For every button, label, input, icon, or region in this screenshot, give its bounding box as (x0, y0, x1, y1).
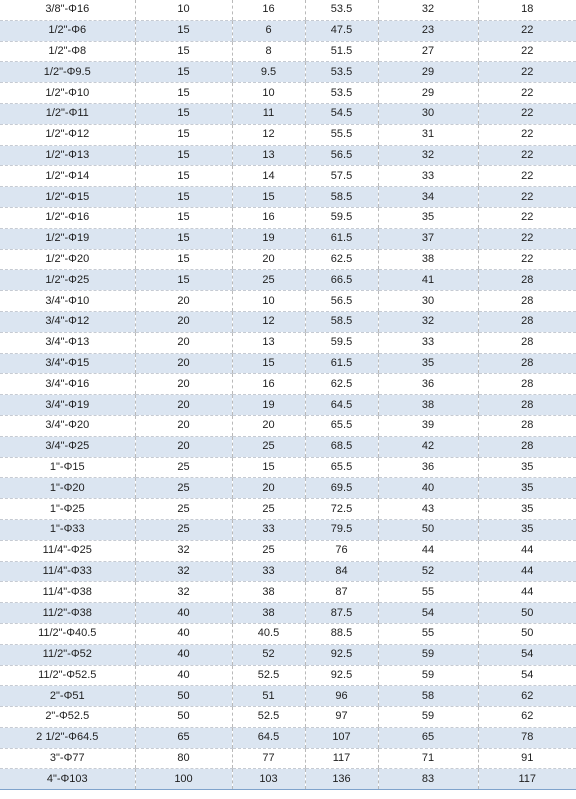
size-cell: 1/2"-Φ6 (0, 20, 135, 41)
size-cell: 1/2"-Φ25 (0, 270, 135, 291)
size-cell: 1/2"-Φ15 (0, 187, 135, 208)
table-row (0, 291, 576, 312)
table-row (0, 124, 576, 145)
table-row (0, 270, 576, 291)
size-cell: 11/2"-Φ52 (0, 644, 135, 665)
size-cell: 1/2"-Φ11 (0, 103, 135, 124)
dim-a-cell: 36 (378, 457, 478, 478)
table-row (0, 311, 576, 332)
length-cell: 107 (305, 727, 378, 748)
dim-b-cell: 91 (478, 748, 576, 769)
dim-b-cell: 44 (478, 582, 576, 603)
size-cell: 1/2"-Φ13 (0, 145, 135, 166)
dim-a-cell: 32 (378, 311, 478, 332)
dn-cell: 10 (135, 0, 232, 20)
length-cell: 51.5 (305, 41, 378, 62)
dim-b-cell: 28 (478, 436, 576, 457)
size-cell: 11/2"-Φ38 (0, 603, 135, 624)
phi-cell: 13 (232, 332, 305, 353)
dim-b-cell: 62 (478, 707, 576, 728)
dim-a-cell: 59 (378, 707, 478, 728)
phi-cell: 103 (232, 769, 305, 790)
phi-cell: 52.5 (232, 665, 305, 686)
dn-cell: 15 (135, 270, 232, 291)
dn-cell: 15 (135, 62, 232, 83)
length-cell: 53.5 (305, 62, 378, 83)
dim-b-cell: 50 (478, 603, 576, 624)
dim-a-cell: 39 (378, 415, 478, 436)
dim-a-cell: 36 (378, 374, 478, 395)
length-cell: 79.5 (305, 519, 378, 540)
phi-cell: 38 (232, 582, 305, 603)
dim-a-cell: 38 (378, 395, 478, 416)
dn-cell: 20 (135, 374, 232, 395)
length-cell: 69.5 (305, 478, 378, 499)
dim-b-cell: 22 (478, 62, 576, 83)
dim-b-cell: 28 (478, 374, 576, 395)
size-cell: 1/2"-Φ10 (0, 83, 135, 104)
dim-b-cell: 35 (478, 478, 576, 499)
dn-cell: 40 (135, 623, 232, 644)
dim-b-cell: 22 (478, 187, 576, 208)
table-row (0, 540, 576, 561)
dim-b-cell: 22 (478, 103, 576, 124)
table-row (0, 166, 576, 187)
phi-cell: 15 (232, 353, 305, 374)
table-row (0, 499, 576, 520)
dn-cell: 15 (135, 103, 232, 124)
length-cell: 59.5 (305, 332, 378, 353)
dn-cell: 40 (135, 644, 232, 665)
size-cell: 1"-Φ20 (0, 478, 135, 499)
phi-cell: 12 (232, 311, 305, 332)
dn-cell: 20 (135, 415, 232, 436)
dn-cell: 15 (135, 145, 232, 166)
length-cell: 88.5 (305, 623, 378, 644)
size-cell: 3/4"-Φ10 (0, 291, 135, 312)
length-cell: 54.5 (305, 103, 378, 124)
length-cell: 55.5 (305, 124, 378, 145)
table-row (0, 20, 576, 41)
length-cell: 62.5 (305, 249, 378, 270)
dim-a-cell: 44 (378, 540, 478, 561)
phi-cell: 16 (232, 207, 305, 228)
dn-cell: 20 (135, 291, 232, 312)
phi-cell: 51 (232, 686, 305, 707)
length-cell: 59.5 (305, 207, 378, 228)
phi-cell: 25 (232, 540, 305, 561)
size-cell: 1/2"-Φ14 (0, 166, 135, 187)
dim-a-cell: 58 (378, 686, 478, 707)
phi-cell: 25 (232, 270, 305, 291)
dim-b-cell: 50 (478, 623, 576, 644)
dn-cell: 25 (135, 499, 232, 520)
table-row (0, 353, 576, 374)
phi-cell: 19 (232, 228, 305, 249)
phi-cell: 38 (232, 603, 305, 624)
dim-a-cell: 71 (378, 748, 478, 769)
dim-b-cell: 22 (478, 83, 576, 104)
size-cell: 3/4"-Φ25 (0, 436, 135, 457)
table-row (0, 478, 576, 499)
table-row (0, 0, 576, 20)
size-cell: 1"-Φ33 (0, 519, 135, 540)
dim-a-cell: 33 (378, 166, 478, 187)
dim-a-cell: 65 (378, 727, 478, 748)
dn-cell: 40 (135, 603, 232, 624)
phi-cell: 15 (232, 187, 305, 208)
dim-a-cell: 55 (378, 582, 478, 603)
dim-b-cell: 28 (478, 353, 576, 374)
dim-b-cell: 28 (478, 291, 576, 312)
table-row (0, 62, 576, 83)
phi-cell: 33 (232, 561, 305, 582)
phi-cell: 20 (232, 249, 305, 270)
dn-cell: 20 (135, 395, 232, 416)
size-cell: 1/2"-Φ8 (0, 41, 135, 62)
dn-cell: 15 (135, 228, 232, 249)
dim-a-cell: 33 (378, 332, 478, 353)
size-cell: 3/8"-Φ16 (0, 0, 135, 20)
dn-cell: 80 (135, 748, 232, 769)
length-cell: 57.5 (305, 166, 378, 187)
length-cell: 65.5 (305, 457, 378, 478)
size-cell: 3"-Φ77 (0, 748, 135, 769)
dim-a-cell: 41 (378, 270, 478, 291)
dim-b-cell: 22 (478, 145, 576, 166)
dim-a-cell: 32 (378, 0, 478, 20)
dim-a-cell: 35 (378, 207, 478, 228)
size-cell: 3/4"-Φ13 (0, 332, 135, 353)
dn-cell: 15 (135, 41, 232, 62)
dn-cell: 15 (135, 166, 232, 187)
dim-b-cell: 28 (478, 270, 576, 291)
table-row (0, 395, 576, 416)
table-row (0, 207, 576, 228)
dim-a-cell: 34 (378, 187, 478, 208)
dim-b-cell: 28 (478, 415, 576, 436)
phi-cell: 6 (232, 20, 305, 41)
dim-a-cell: 59 (378, 644, 478, 665)
table-row (0, 436, 576, 457)
dim-b-cell: 22 (478, 249, 576, 270)
dim-a-cell: 37 (378, 228, 478, 249)
dn-cell: 25 (135, 519, 232, 540)
phi-cell: 19 (232, 395, 305, 416)
dim-b-cell: 44 (478, 561, 576, 582)
length-cell: 61.5 (305, 228, 378, 249)
phi-cell: 16 (232, 374, 305, 395)
length-cell: 66.5 (305, 270, 378, 291)
dim-b-cell: 22 (478, 228, 576, 249)
dim-a-cell: 43 (378, 499, 478, 520)
table-row (0, 644, 576, 665)
length-cell: 87.5 (305, 603, 378, 624)
table-row (0, 603, 576, 624)
dim-b-cell: 22 (478, 166, 576, 187)
length-cell: 62.5 (305, 374, 378, 395)
size-cell: 3/4"-Φ16 (0, 374, 135, 395)
phi-cell: 33 (232, 519, 305, 540)
size-cell: 1/2"-Φ16 (0, 207, 135, 228)
table-row (0, 228, 576, 249)
phi-cell: 10 (232, 291, 305, 312)
table-row (0, 103, 576, 124)
phi-cell: 52.5 (232, 707, 305, 728)
phi-cell: 52 (232, 644, 305, 665)
table-row (0, 41, 576, 62)
length-cell: 58.5 (305, 187, 378, 208)
table-row (0, 707, 576, 728)
phi-cell: 40.5 (232, 623, 305, 644)
phi-cell: 16 (232, 0, 305, 20)
phi-cell: 25 (232, 436, 305, 457)
dim-a-cell: 42 (378, 436, 478, 457)
dim-b-cell: 35 (478, 457, 576, 478)
dim-a-cell: 30 (378, 103, 478, 124)
dim-b-cell: 22 (478, 124, 576, 145)
table-row (0, 686, 576, 707)
dn-cell: 15 (135, 207, 232, 228)
size-cell: 11/2"-Φ40.5 (0, 623, 135, 644)
table-row (0, 83, 576, 104)
size-cell: 11/4"-Φ33 (0, 561, 135, 582)
table-row (0, 187, 576, 208)
length-cell: 92.5 (305, 644, 378, 665)
table-row (0, 769, 576, 790)
phi-cell: 12 (232, 124, 305, 145)
table-row (0, 582, 576, 603)
length-cell: 47.5 (305, 20, 378, 41)
dn-cell: 15 (135, 187, 232, 208)
dim-a-cell: 38 (378, 249, 478, 270)
dn-cell: 25 (135, 478, 232, 499)
length-cell: 58.5 (305, 311, 378, 332)
size-cell: 4"-Φ103 (0, 769, 135, 790)
dn-cell: 25 (135, 457, 232, 478)
dim-a-cell: 40 (378, 478, 478, 499)
dn-cell: 15 (135, 83, 232, 104)
dn-cell: 32 (135, 561, 232, 582)
length-cell: 84 (305, 561, 378, 582)
table-row (0, 623, 576, 644)
length-cell: 56.5 (305, 291, 378, 312)
phi-cell: 11 (232, 103, 305, 124)
length-cell: 64.5 (305, 395, 378, 416)
length-cell: 96 (305, 686, 378, 707)
dim-b-cell: 54 (478, 665, 576, 686)
table-row (0, 665, 576, 686)
size-cell: 2"-Φ52.5 (0, 707, 135, 728)
dim-b-cell: 22 (478, 20, 576, 41)
size-cell: 11/2"-Φ52.5 (0, 665, 135, 686)
dim-b-cell: 22 (478, 41, 576, 62)
phi-cell: 20 (232, 415, 305, 436)
length-cell: 97 (305, 707, 378, 728)
dn-cell: 20 (135, 311, 232, 332)
dim-a-cell: 27 (378, 41, 478, 62)
dn-cell: 40 (135, 665, 232, 686)
size-cell: 2 1/2"-Φ64.5 (0, 727, 135, 748)
length-cell: 72.5 (305, 499, 378, 520)
size-cell: 1"-Φ15 (0, 457, 135, 478)
dim-b-cell: 28 (478, 395, 576, 416)
dim-a-cell: 59 (378, 665, 478, 686)
table-row (0, 374, 576, 395)
table-row (0, 145, 576, 166)
length-cell: 65.5 (305, 415, 378, 436)
size-cell: 3/4"-Φ20 (0, 415, 135, 436)
dim-b-cell: 117 (478, 769, 576, 790)
dim-a-cell: 54 (378, 603, 478, 624)
size-cell: 11/4"-Φ25 (0, 540, 135, 561)
size-cell: 11/4"-Φ38 (0, 582, 135, 603)
phi-cell: 77 (232, 748, 305, 769)
phi-cell: 14 (232, 166, 305, 187)
table-row (0, 249, 576, 270)
dn-cell: 20 (135, 436, 232, 457)
length-cell: 68.5 (305, 436, 378, 457)
dim-a-cell: 29 (378, 83, 478, 104)
dim-b-cell: 62 (478, 686, 576, 707)
table-row (0, 561, 576, 582)
length-cell: 136 (305, 769, 378, 790)
length-cell: 92.5 (305, 665, 378, 686)
phi-cell: 8 (232, 41, 305, 62)
dim-a-cell: 55 (378, 623, 478, 644)
size-cell: 1/2"-Φ12 (0, 124, 135, 145)
dn-cell: 15 (135, 124, 232, 145)
dim-a-cell: 35 (378, 353, 478, 374)
length-cell: 56.5 (305, 145, 378, 166)
table-row (0, 415, 576, 436)
dim-a-cell: 29 (378, 62, 478, 83)
size-cell: 1/2"-Φ19 (0, 228, 135, 249)
phi-cell: 64.5 (232, 727, 305, 748)
table-row (0, 727, 576, 748)
size-cell: 1/2"-Φ20 (0, 249, 135, 270)
dim-b-cell: 35 (478, 519, 576, 540)
length-cell: 53.5 (305, 0, 378, 20)
dim-b-cell: 22 (478, 207, 576, 228)
length-cell: 61.5 (305, 353, 378, 374)
phi-cell: 13 (232, 145, 305, 166)
dn-cell: 20 (135, 332, 232, 353)
table-row (0, 748, 576, 769)
phi-cell: 20 (232, 478, 305, 499)
dn-cell: 50 (135, 686, 232, 707)
dn-cell: 50 (135, 707, 232, 728)
size-cell: 2"-Φ51 (0, 686, 135, 707)
dim-b-cell: 44 (478, 540, 576, 561)
size-cell: 3/4"-Φ12 (0, 311, 135, 332)
dim-b-cell: 28 (478, 332, 576, 353)
dim-a-cell: 52 (378, 561, 478, 582)
dim-b-cell: 54 (478, 644, 576, 665)
dim-a-cell: 31 (378, 124, 478, 145)
dim-a-cell: 83 (378, 769, 478, 790)
dim-b-cell: 28 (478, 311, 576, 332)
table-row (0, 332, 576, 353)
dim-b-cell: 18 (478, 0, 576, 20)
length-cell: 87 (305, 582, 378, 603)
size-cell: 1/2"-Φ9.5 (0, 62, 135, 83)
dim-b-cell: 78 (478, 727, 576, 748)
size-cell: 3/4"-Φ15 (0, 353, 135, 374)
dn-cell: 32 (135, 582, 232, 603)
dn-cell: 100 (135, 769, 232, 790)
dim-a-cell: 32 (378, 145, 478, 166)
dn-cell: 15 (135, 20, 232, 41)
dim-b-cell: 35 (478, 499, 576, 520)
dn-cell: 32 (135, 540, 232, 561)
phi-cell: 25 (232, 499, 305, 520)
phi-cell: 10 (232, 83, 305, 104)
dim-a-cell: 30 (378, 291, 478, 312)
phi-cell: 15 (232, 457, 305, 478)
length-cell: 117 (305, 748, 378, 769)
size-cell: 3/4"-Φ19 (0, 395, 135, 416)
length-cell: 76 (305, 540, 378, 561)
table-row (0, 519, 576, 540)
table-row (0, 457, 576, 478)
length-cell: 53.5 (305, 83, 378, 104)
dim-a-cell: 23 (378, 20, 478, 41)
dn-cell: 65 (135, 727, 232, 748)
dim-a-cell: 50 (378, 519, 478, 540)
phi-cell: 9.5 (232, 62, 305, 83)
dn-cell: 15 (135, 249, 232, 270)
dn-cell: 20 (135, 353, 232, 374)
size-cell: 1"-Φ25 (0, 499, 135, 520)
